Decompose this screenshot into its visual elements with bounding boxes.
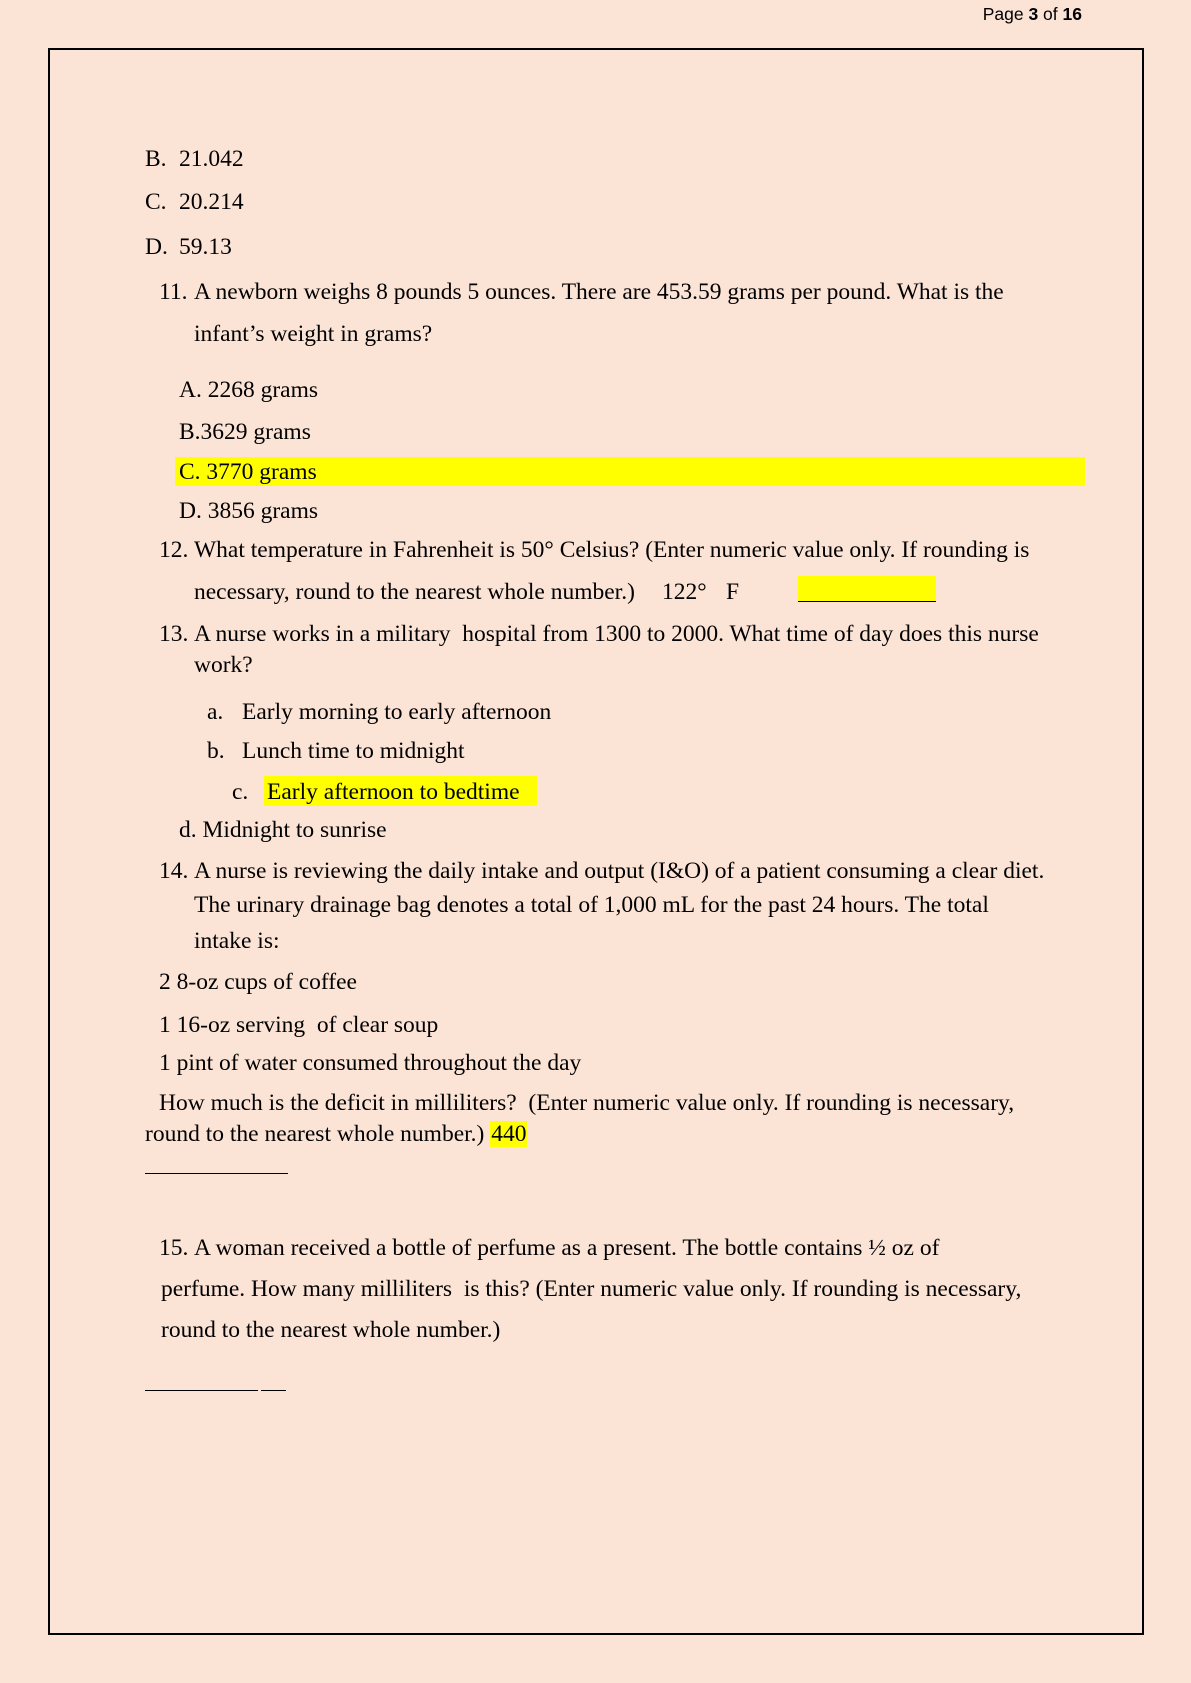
q10-option-d-text: 59.13 xyxy=(179,234,232,260)
q13-option-c-text: Early afternoon to bedtime xyxy=(267,779,520,805)
q13-option-b-label: b. xyxy=(207,738,225,764)
q14-stem-line-2: The urinary drainage bag denotes a total of 1,000 mL for the past 24 hours. The total xyxy=(194,892,989,918)
q11-number: 11. xyxy=(159,279,188,305)
q11-stem-line-1: A newborn weighs 8 pounds 5 ounces. There are 453.59 grams per pound. What is the xyxy=(194,279,1004,305)
q14-intake-item: 1 pint of water consumed throughout the day xyxy=(159,1050,582,1076)
q12-unit: F xyxy=(726,579,740,605)
q14-stem-line-3: intake is: xyxy=(194,928,280,954)
q10-option-b-text: 21.042 xyxy=(179,146,244,172)
q12-stem-line-2: necessary, round to the nearest whole number.) xyxy=(194,579,635,605)
page-current: 3 xyxy=(1028,4,1039,24)
q13-number: 13. xyxy=(159,621,189,647)
q11-option-a: A. 2268 grams xyxy=(179,377,319,403)
q14-intake-item: 2 8-oz cups of coffee xyxy=(159,969,357,995)
q11-option-c: C. 3770 grams xyxy=(179,459,317,485)
page-of-label: of xyxy=(1043,4,1058,24)
q10-option-b-label: B. xyxy=(145,146,167,172)
q12-answer: 122° xyxy=(662,579,707,605)
q13-option-d xyxy=(179,816,387,844)
q14-answer: 440 xyxy=(491,1121,527,1147)
q13-option-a-label: a. xyxy=(207,699,224,725)
q15-answer-underline-tail xyxy=(261,1390,286,1391)
q15-answer-underline xyxy=(145,1390,258,1391)
q11-stem-line-2: infant’s weight in grams? xyxy=(194,321,433,347)
q15-stem-line-3: round to the nearest whole number.) xyxy=(161,1317,501,1343)
q11-option-b: B.3629 grams xyxy=(179,419,311,445)
q15-stem-line-2: perfume. How many milliliters is this? (Enter numeric value only. If rounding is necessary, xyxy=(161,1276,1022,1302)
q12-answer-blank xyxy=(798,576,936,602)
q14-intake-item: 1 16-oz serving of clear soup xyxy=(159,1012,439,1038)
q10-option-d-label: D. xyxy=(145,234,168,260)
q13-option-c-label: c. xyxy=(232,779,249,805)
page-total: 16 xyxy=(1062,4,1082,24)
q13-option-a-text: Early morning to early afternoon xyxy=(242,699,552,725)
page-label: Page xyxy=(982,4,1024,24)
q13-option-d-text: Midnight to sunrise xyxy=(202,817,387,843)
q14-question-line-2-text: round to the nearest whole number.) xyxy=(145,1121,485,1147)
q12-number: 12. xyxy=(159,537,189,563)
q11-option-d: D. 3856 grams xyxy=(179,498,319,524)
q14-question-line-2 xyxy=(145,1120,527,1148)
q13-option-d-label: d. xyxy=(179,817,197,843)
q14-answer-underline xyxy=(145,1173,288,1174)
q13-stem-line-2: work? xyxy=(194,652,253,678)
q15-stem-line-1: A woman received a bottle of perfume as a present. The bottle contains ½ oz of xyxy=(194,1235,940,1261)
q12-stem-line-1: What temperature in Fahrenheit is 50° Celsius? (Enter numeric value only. If rounding is xyxy=(194,537,1030,563)
q14-number: 14. xyxy=(159,858,189,884)
q14-question-line-1: How much is the deficit in milliliters? (Enter numeric value only. If rounding is necessary, xyxy=(159,1090,1015,1116)
q13-option-b-text: Lunch time to midnight xyxy=(242,738,465,764)
q10-option-c-text: 20.214 xyxy=(179,189,244,215)
q10-option-c-label: C. xyxy=(145,189,167,215)
q13-stem-line-1: A nurse works in a military hospital from 1300 to 2000. What time of day does this nurse xyxy=(194,621,1039,647)
page-number xyxy=(983,3,1082,25)
q14-stem-line-1: A nurse is reviewing the daily intake and output (I&O) of a patient consuming a clear diet. xyxy=(194,858,1045,884)
q15-number: 15. xyxy=(159,1235,189,1261)
